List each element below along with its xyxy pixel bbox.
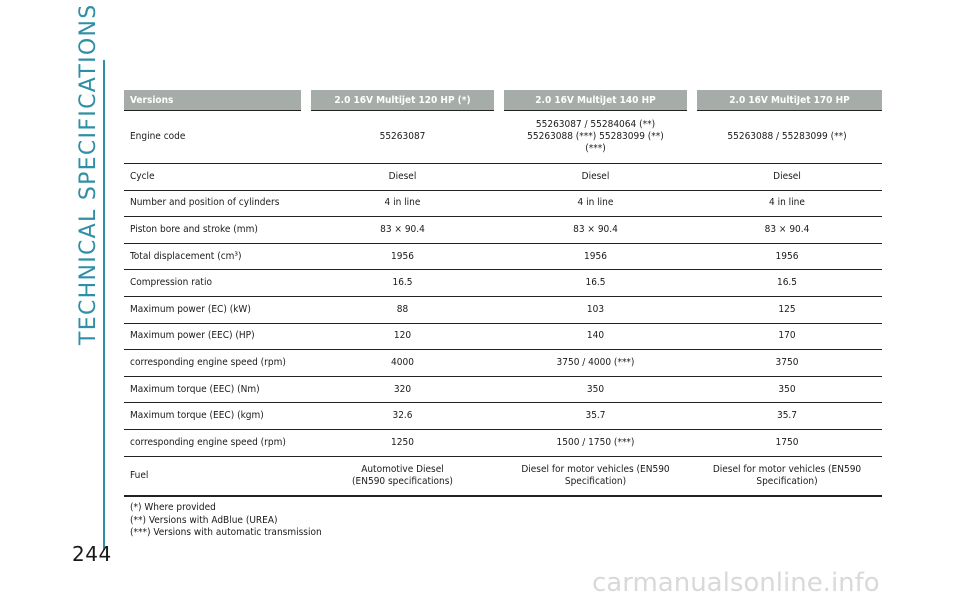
table-cell: 320 [306, 376, 499, 403]
table-row [124, 429, 882, 456]
row-label: corresponding engine speed (rpm) [124, 429, 306, 456]
table-cell: 55263087 [306, 111, 499, 164]
table-cell: 55263088 / 55283099 (**) [692, 111, 882, 164]
table-cell: 4 in line [306, 190, 499, 217]
table-row [124, 111, 882, 164]
table-cell: Diesel [692, 164, 882, 191]
engine-specs-table [124, 90, 882, 497]
footnote: (***) Versions with automatic transmission [130, 527, 322, 538]
table-cell: 125 [692, 296, 882, 323]
table-cell: 1956 [499, 243, 692, 270]
table-cell: 1956 [306, 243, 499, 270]
row-label: Piston bore and stroke (mm) [124, 217, 306, 244]
table-cell: 83 × 90.4 [306, 217, 499, 244]
row-label: Maximum torque (EEC) (Nm) [124, 376, 306, 403]
table-cell: 120 [306, 323, 499, 350]
row-label: corresponding engine speed (rpm) [124, 350, 306, 377]
table-cell: 35.7 [499, 403, 692, 430]
table-row [124, 243, 882, 270]
section-title: TECHNICAL SPECIFICATIONS [76, 3, 101, 345]
table-row [124, 296, 882, 323]
table-cell: 16.5 [499, 270, 692, 297]
table-cell: Diesel [499, 164, 692, 191]
table-cell: 170 [692, 323, 882, 350]
table-row [124, 456, 882, 496]
table-row [124, 403, 882, 430]
table-row [124, 323, 882, 350]
table-cell: Diesel for motor vehicles (EN590 Specification) [692, 456, 882, 496]
table-cell: 1500 / 1750 (***) [499, 429, 692, 456]
table-cell: 103 [499, 296, 692, 323]
footnote: (*) Where provided [130, 502, 216, 513]
table-cell: 1750 [692, 429, 882, 456]
table-cell: 16.5 [692, 270, 882, 297]
header-version-170hp: 2.0 16V MultiJet 170 HP [692, 90, 882, 111]
header-versions: Versions [124, 90, 306, 111]
table-row [124, 270, 882, 297]
table-row [124, 217, 882, 244]
table-cell: 35.7 [692, 403, 882, 430]
table-cell: 140 [499, 323, 692, 350]
row-label: Fuel [124, 456, 306, 496]
table-cell: 1956 [692, 243, 882, 270]
row-label: Total displacement (cm³) [124, 243, 306, 270]
table-cell: 83 × 90.4 [692, 217, 882, 244]
table-cell: 4 in line [499, 190, 692, 217]
table-row [124, 350, 882, 377]
table-cell: 32.6 [306, 403, 499, 430]
row-label: Maximum power (EC) (kW) [124, 296, 306, 323]
table-row [124, 190, 882, 217]
table-cell: 83 × 90.4 [499, 217, 692, 244]
table-cell: 4000 [306, 350, 499, 377]
table-cell: 350 [499, 376, 692, 403]
row-label: Engine code [124, 111, 306, 164]
header-version-120hp: 2.0 16V Multijet 120 HP (*) [306, 90, 499, 111]
section-rule [103, 60, 105, 550]
table-cell: 4 in line [692, 190, 882, 217]
page-number: 244 [72, 542, 112, 566]
table-cell: Automotive Diesel (EN590 specifications) [306, 456, 499, 496]
table-cell: 3750 [692, 350, 882, 377]
table-cell: Diesel [306, 164, 499, 191]
table-row [124, 164, 882, 191]
row-label: Cycle [124, 164, 306, 191]
footnote: (**) Versions with AdBlue (UREA) [130, 514, 278, 526]
table-cell: 16.5 [306, 270, 499, 297]
table-header-row [124, 90, 882, 111]
table-cell: 1250 [306, 429, 499, 456]
row-label: Number and position of cylinders [124, 190, 306, 217]
watermark: carmanualsonline.info [592, 568, 880, 598]
table-row [124, 376, 882, 403]
table-cell: 55263087 / 55284064 (**) 55263088 (***) 55283099 (**) (***) [499, 111, 692, 164]
footnotes [130, 502, 322, 540]
row-label: Compression ratio [124, 270, 306, 297]
header-version-140hp: 2.0 16V MultiJet 140 HP [499, 90, 692, 111]
row-label: Maximum torque (EEC) (kgm) [124, 403, 306, 430]
row-label: Maximum power (EEC) (HP) [124, 323, 306, 350]
table-cell: 350 [692, 376, 882, 403]
table-cell: 3750 / 4000 (***) [499, 350, 692, 377]
table-cell: Diesel for motor vehicles (EN590 Specification) [499, 456, 692, 496]
table-cell: 88 [306, 296, 499, 323]
